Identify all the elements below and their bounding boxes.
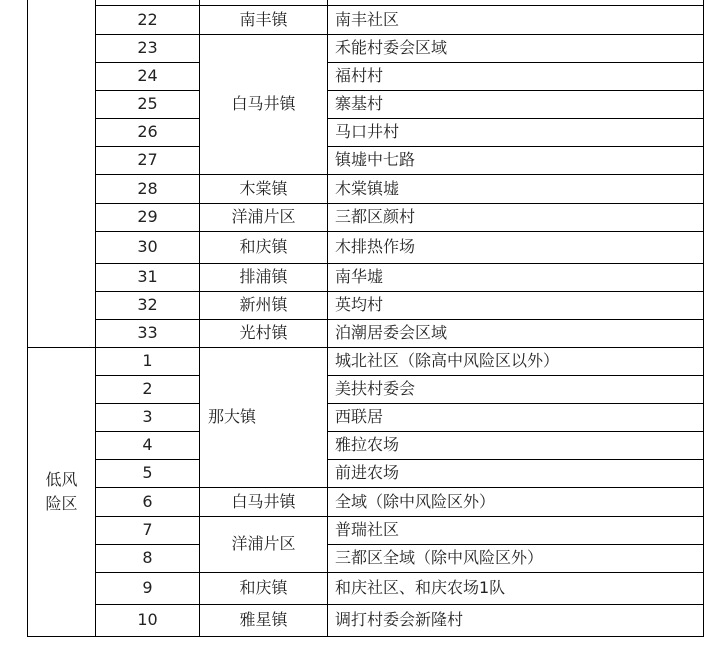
table-row: [28, 375, 704, 403]
town-cell: 那大镇: [200, 347, 328, 487]
row-number: 30: [96, 231, 200, 263]
area-cell: 调打村委会新隆村: [328, 604, 704, 636]
town-cell: 南丰镇: [200, 5, 328, 34]
category-cell-upper: [28, 0, 96, 347]
table-row: [28, 572, 704, 604]
area-cell: 和庆社区、和庆农场1队: [328, 572, 704, 604]
row-number: 27: [96, 146, 200, 174]
row-number: 22: [96, 5, 200, 34]
risk-area-table: [27, 0, 704, 637]
town-cell: 洋浦片区: [200, 203, 328, 231]
row-number: 24: [96, 62, 200, 90]
category-cell-low-risk: [28, 347, 96, 636]
category-label-line2: 险区: [45, 493, 78, 513]
area-cell: 泊潮居委会区域: [328, 319, 704, 347]
table-row: [28, 319, 704, 347]
town-cell: 洋浦片区: [200, 516, 328, 572]
table-row: [28, 431, 704, 459]
table-row: [28, 516, 704, 544]
town-cell: 光村镇: [200, 319, 328, 347]
area-cell: 木排热作场: [328, 231, 704, 263]
area-cell: 南丰社区: [328, 5, 704, 34]
row-number: 33: [96, 319, 200, 347]
row-number: 7: [96, 516, 200, 544]
town-cell: 白马井镇: [200, 487, 328, 516]
row-number: 2: [96, 375, 200, 403]
row-number: 32: [96, 291, 200, 319]
table-row: [28, 174, 704, 203]
row-number: 26: [96, 118, 200, 146]
table-row: [28, 263, 704, 291]
area-cell: 全域（除中风险区外）: [328, 487, 704, 516]
row-number: 5: [96, 459, 200, 487]
table-row: [28, 347, 704, 375]
row-number: 10: [96, 604, 200, 636]
table-row: [28, 118, 704, 146]
row-number: 28: [96, 174, 200, 203]
area-cell: 西联居: [328, 403, 704, 431]
table-row: [28, 90, 704, 118]
table-row: [28, 459, 704, 487]
row-number: 25: [96, 90, 200, 118]
area-cell: 雅拉农场: [328, 431, 704, 459]
town-cell: 新州镇: [200, 291, 328, 319]
row-number: 8: [96, 544, 200, 572]
table-row: [28, 62, 704, 90]
row-number: 4: [96, 431, 200, 459]
area-cell: 美扶村委会: [328, 375, 704, 403]
town-cell: 和庆镇: [200, 572, 328, 604]
area-cell: 英均村: [328, 291, 704, 319]
town-cell: 雅星镇: [200, 604, 328, 636]
area-cell: 福村村: [328, 62, 704, 90]
town-cell: 白马井镇: [200, 34, 328, 174]
area-cell: 木棠镇墟: [328, 174, 704, 203]
category-label-line1: 低风: [45, 469, 78, 489]
row-number: 3: [96, 403, 200, 431]
table-row: [28, 5, 704, 34]
area-cell: 马口井村: [328, 118, 704, 146]
town-cell: 和庆镇: [200, 231, 328, 263]
row-number: 6: [96, 487, 200, 516]
row-number: 23: [96, 34, 200, 62]
area-cell: 镇墟中七路: [328, 146, 704, 174]
row-number: 29: [96, 203, 200, 231]
table-row: [28, 231, 704, 263]
row-number: 9: [96, 572, 200, 604]
table-row: [28, 203, 704, 231]
area-cell: 三都区颜村: [328, 203, 704, 231]
table-row: [28, 604, 704, 636]
table-row: [28, 487, 704, 516]
row-number: 1: [96, 347, 200, 375]
table-row: [28, 403, 704, 431]
area-cell: 禾能村委会区域: [328, 34, 704, 62]
town-cell: 排浦镇: [200, 263, 328, 291]
area-cell: 三都区全域（除中风险区外）: [328, 544, 704, 572]
area-cell: 前进农场: [328, 459, 704, 487]
area-cell: 城北社区（除高中风险区以外）: [328, 347, 704, 375]
table-row: [28, 34, 704, 62]
table-row: [28, 146, 704, 174]
row-number: 31: [96, 263, 200, 291]
area-cell: 普瑞社区: [328, 516, 704, 544]
table-row: [28, 544, 704, 572]
area-cell: 寨基村: [328, 90, 704, 118]
area-cell: 南华墟: [328, 263, 704, 291]
table-row: [28, 291, 704, 319]
town-cell: 木棠镇: [200, 174, 328, 203]
